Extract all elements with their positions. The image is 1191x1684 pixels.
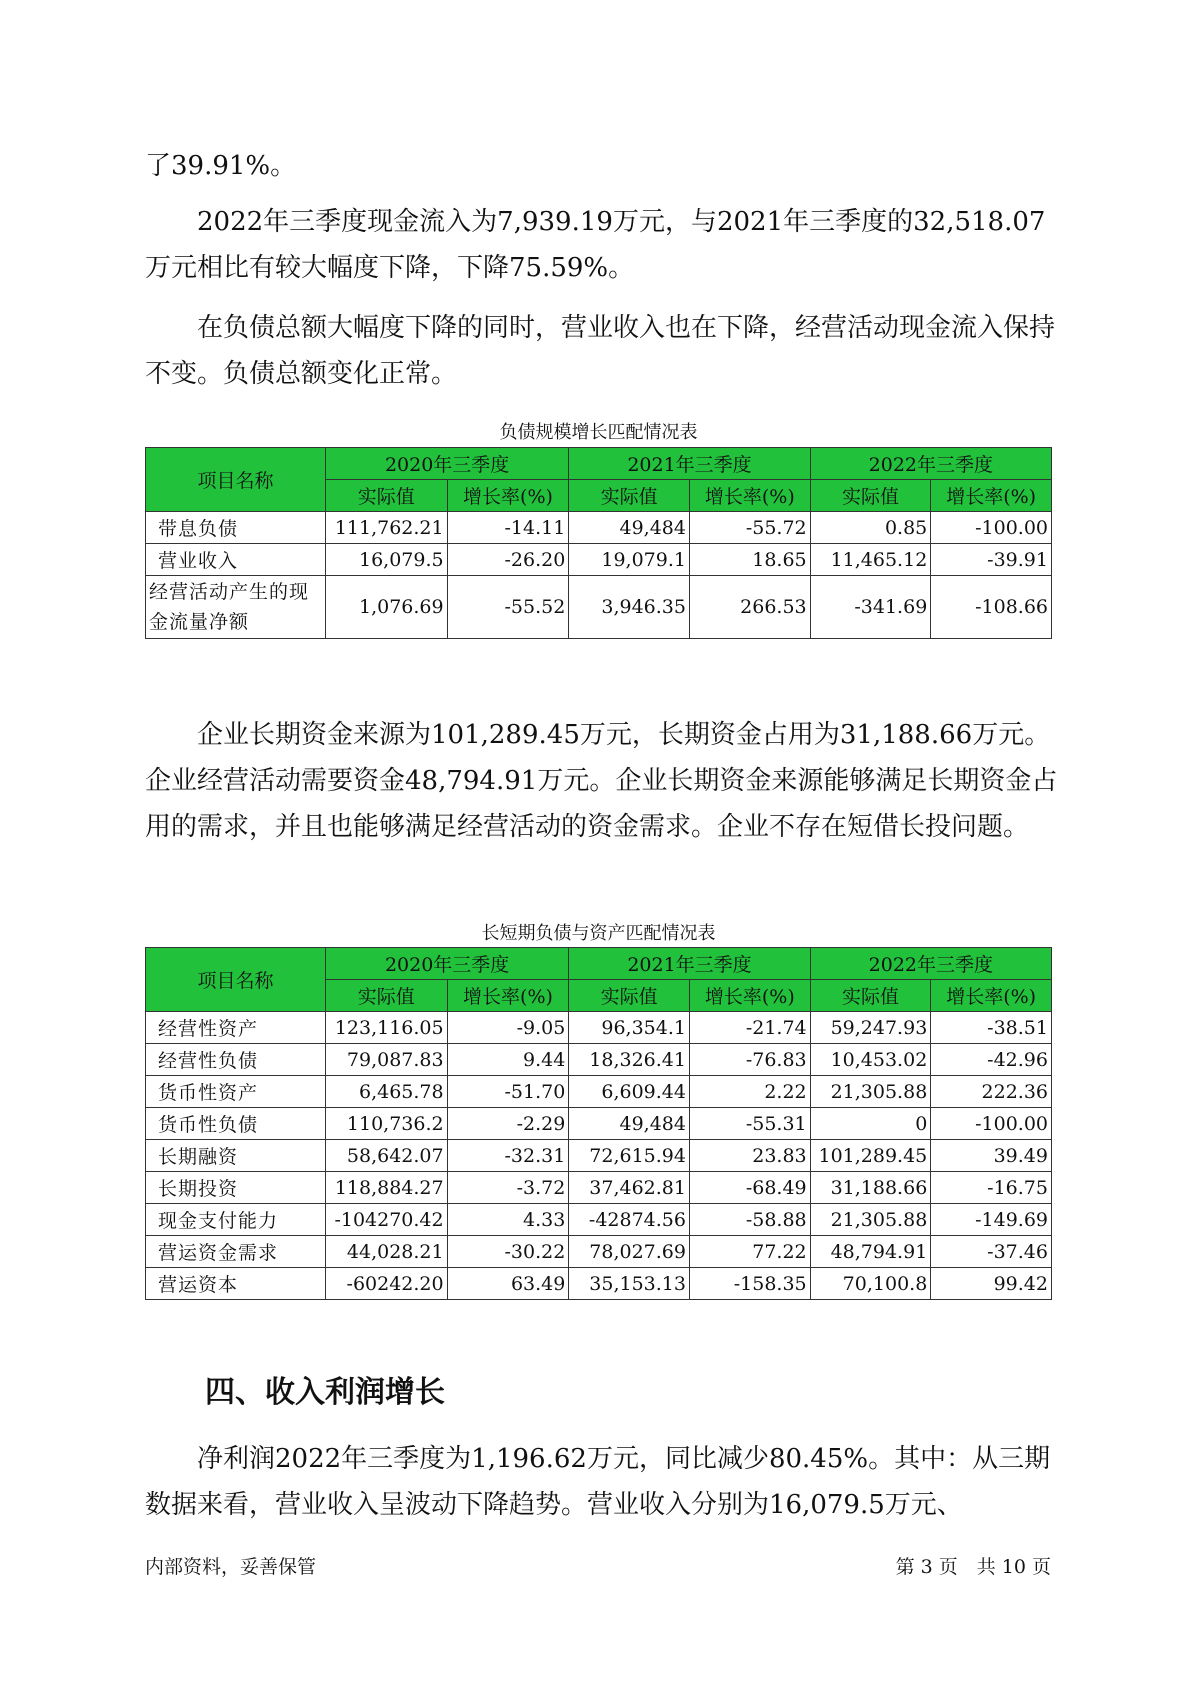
cell-value: -21.74: [689, 1012, 810, 1044]
cell-value: 59,247.93: [810, 1012, 931, 1044]
row-label: 经营活动产生的现金流量净额: [146, 576, 326, 639]
table-asset-liability-match: [145, 947, 1052, 1300]
cell-value: 70,100.8: [810, 1268, 931, 1300]
table1-growth-header: 增长率(%): [689, 480, 810, 512]
table-row: [146, 544, 1052, 576]
cell-value: 48,794.91: [810, 1236, 931, 1268]
cell-value: 23.83: [689, 1140, 810, 1172]
section-heading: 四、收入利润增长: [205, 1375, 445, 1410]
row-label: 带息负债: [146, 512, 326, 544]
cell-value: 63.49: [447, 1268, 569, 1300]
cell-value: 10,453.02: [810, 1044, 931, 1076]
cell-value: -39.91: [931, 544, 1052, 576]
table1-period-2021: 2021年三季度: [569, 448, 810, 480]
cell-value: -341.69: [810, 576, 931, 639]
table2-growth-header: 增长率(%): [931, 980, 1052, 1012]
cell-value: -55.72: [689, 512, 810, 544]
paragraph-liability-summary: 在负债总额大幅度下降的同时，营业收入也在下降，经营活动现金流入保持不变。负债总额变化正常。: [145, 313, 1056, 389]
table2-actual-header: 实际值: [569, 980, 690, 1012]
cell-value: -51.70: [447, 1076, 569, 1108]
cell-value: 39.49: [931, 1140, 1052, 1172]
table2-actual-header: 实际值: [810, 980, 931, 1012]
cell-value: 18.65: [689, 544, 810, 576]
row-label: 长期融资: [146, 1140, 326, 1172]
cell-value: -30.22: [447, 1236, 569, 1268]
cell-value: 6,609.44: [569, 1076, 690, 1108]
cell-value: -14.11: [447, 512, 569, 544]
table-liability-growth: [145, 447, 1052, 639]
cell-value: -58.88: [689, 1204, 810, 1236]
row-label: 货币性负债: [146, 1108, 326, 1140]
cell-value: -158.35: [689, 1268, 810, 1300]
cell-value: 21,305.88: [810, 1076, 931, 1108]
cell-value: -68.49: [689, 1172, 810, 1204]
table1-actual-header: 实际值: [810, 480, 931, 512]
cell-value: -3.72: [447, 1172, 569, 1204]
cell-value: -42.96: [931, 1044, 1052, 1076]
row-label: 货币性资产: [146, 1076, 326, 1108]
cell-value: 16,079.5: [325, 544, 447, 576]
cell-value: -108.66: [931, 576, 1052, 639]
cell-value: 35,153.13: [569, 1268, 690, 1300]
row-label: 现金支付能力: [146, 1204, 326, 1236]
cell-value: 99.42: [931, 1268, 1052, 1300]
table-row: [146, 1044, 1052, 1076]
table-row: [146, 1236, 1052, 1268]
table2-growth-header: 增长率(%): [689, 980, 810, 1012]
cell-value: 58,642.07: [325, 1140, 447, 1172]
paragraph-cash-inflow: 2022年三季度现金流入为7,939.19万元，与2021年三季度的32,518.07万元相比有较大幅度下降，下降75.59%。: [145, 207, 1046, 283]
cell-value: 101,289.45: [810, 1140, 931, 1172]
paragraph-long-term-funding: 企业长期资金来源为101,289.45万元，长期资金占用为31,188.66万元。企业经营活动需要资金48,794.91万元。企业长期资金来源能够满足长期资金占用的需求，并且也能够满足经营活动的资金需求。企业不存在短借长投问题。: [145, 720, 1058, 842]
table1-growth-header: 增长率(%): [447, 480, 569, 512]
table-row: [146, 1172, 1052, 1204]
cell-value: -76.83: [689, 1044, 810, 1076]
cell-value: 1,076.69: [325, 576, 447, 639]
cell-value: -37.46: [931, 1236, 1052, 1268]
cell-value: 21,305.88: [810, 1204, 931, 1236]
paragraph-net-profit: 净利润2022年三季度为1,196.62万元，同比减少80.45%。其中：从三期数据来看，营业收入呈波动下降趋势。营业收入分别为16,079.5万元、: [145, 1444, 1051, 1520]
cell-value: 3,946.35: [569, 576, 690, 639]
cell-value: 79,087.83: [325, 1044, 447, 1076]
table-row: [146, 1204, 1052, 1236]
cell-value: -55.52: [447, 576, 569, 639]
cell-value: 49,484: [569, 1108, 690, 1140]
table2-actual-header: 实际值: [325, 980, 447, 1012]
table1-period-2022: 2022年三季度: [810, 448, 1051, 480]
cell-value: 31,188.66: [810, 1172, 931, 1204]
cell-value: -38.51: [931, 1012, 1052, 1044]
cell-value: 4.33: [447, 1204, 569, 1236]
cell-value: 11,465.12: [810, 544, 931, 576]
table1-growth-header: 增长率(%): [931, 480, 1052, 512]
table-row: [146, 1076, 1052, 1108]
cell-value: -2.29: [447, 1108, 569, 1140]
table1-actual-header: 实际值: [325, 480, 447, 512]
cell-value: 49,484: [569, 512, 690, 544]
row-label: 经营性资产: [146, 1012, 326, 1044]
cell-value: 111,762.21: [325, 512, 447, 544]
cell-value: 6,465.78: [325, 1076, 447, 1108]
table2-name-header: 项目名称: [146, 948, 326, 1012]
cell-value: -9.05: [447, 1012, 569, 1044]
cell-value: 18,326.41: [569, 1044, 690, 1076]
cell-value: 37,462.81: [569, 1172, 690, 1204]
cell-value: 222.36: [931, 1076, 1052, 1108]
cell-value: -100.00: [931, 1108, 1052, 1140]
table2-period-2021: 2021年三季度: [569, 948, 810, 980]
cell-value: 123,116.05: [325, 1012, 447, 1044]
cell-value: 96,354.1: [569, 1012, 690, 1044]
cell-value: 118,884.27: [325, 1172, 447, 1204]
table2-period-2022: 2022年三季度: [810, 948, 1051, 980]
cell-value: 266.53: [689, 576, 810, 639]
table1-name-header: 项目名称: [146, 448, 326, 512]
cell-value: 77.22: [689, 1236, 810, 1268]
cell-value: -32.31: [447, 1140, 569, 1172]
row-label: 长期投资: [146, 1172, 326, 1204]
paragraph-continuation: 了39.91%。: [145, 151, 297, 181]
cell-value: 110,736.2: [325, 1108, 447, 1140]
cell-value: -100.00: [931, 512, 1052, 544]
cell-value: 9.44: [447, 1044, 569, 1076]
cell-value: -16.75: [931, 1172, 1052, 1204]
cell-value: 0.85: [810, 512, 931, 544]
cell-value: -60242.20: [325, 1268, 447, 1300]
cell-value: -55.31: [689, 1108, 810, 1140]
table-row: [146, 576, 1052, 639]
table-row: [146, 512, 1052, 544]
table-row: [146, 1108, 1052, 1140]
table-row: [146, 1140, 1052, 1172]
cell-value: 44,028.21: [325, 1236, 447, 1268]
table1-header-row: [146, 448, 1052, 480]
row-label: 营业收入: [146, 544, 326, 576]
footer-confidential-note: 内部资料，妥善保管: [145, 1556, 317, 1578]
cell-value: -149.69: [931, 1204, 1052, 1236]
row-label: 营运资金需求: [146, 1236, 326, 1268]
row-label: 营运资本: [146, 1268, 326, 1300]
cell-value: 2.22: [689, 1076, 810, 1108]
cell-value: 19,079.1: [569, 544, 690, 576]
table1-actual-header: 实际值: [569, 480, 690, 512]
table2-growth-header: 增长率(%): [447, 980, 569, 1012]
table-row: [146, 1012, 1052, 1044]
cell-value: 78,027.69: [569, 1236, 690, 1268]
cell-value: 0: [810, 1108, 931, 1140]
footer-page-number: 第 3 页 共 10 页: [895, 1556, 1051, 1578]
table2-period-2020: 2020年三季度: [325, 948, 568, 980]
table-row: [146, 1268, 1052, 1300]
row-label: 经营性负债: [146, 1044, 326, 1076]
table2-caption: 长短期负债与资产匹配情况表: [481, 923, 716, 944]
table2-header-row: [146, 948, 1052, 980]
cell-value: -42874.56: [569, 1204, 690, 1236]
table1-caption: 负债规模增长匹配情况表: [499, 422, 698, 443]
table1-period-2020: 2020年三季度: [325, 448, 568, 480]
cell-value: -26.20: [447, 544, 569, 576]
cell-value: -104270.42: [325, 1204, 447, 1236]
cell-value: 72,615.94: [569, 1140, 690, 1172]
